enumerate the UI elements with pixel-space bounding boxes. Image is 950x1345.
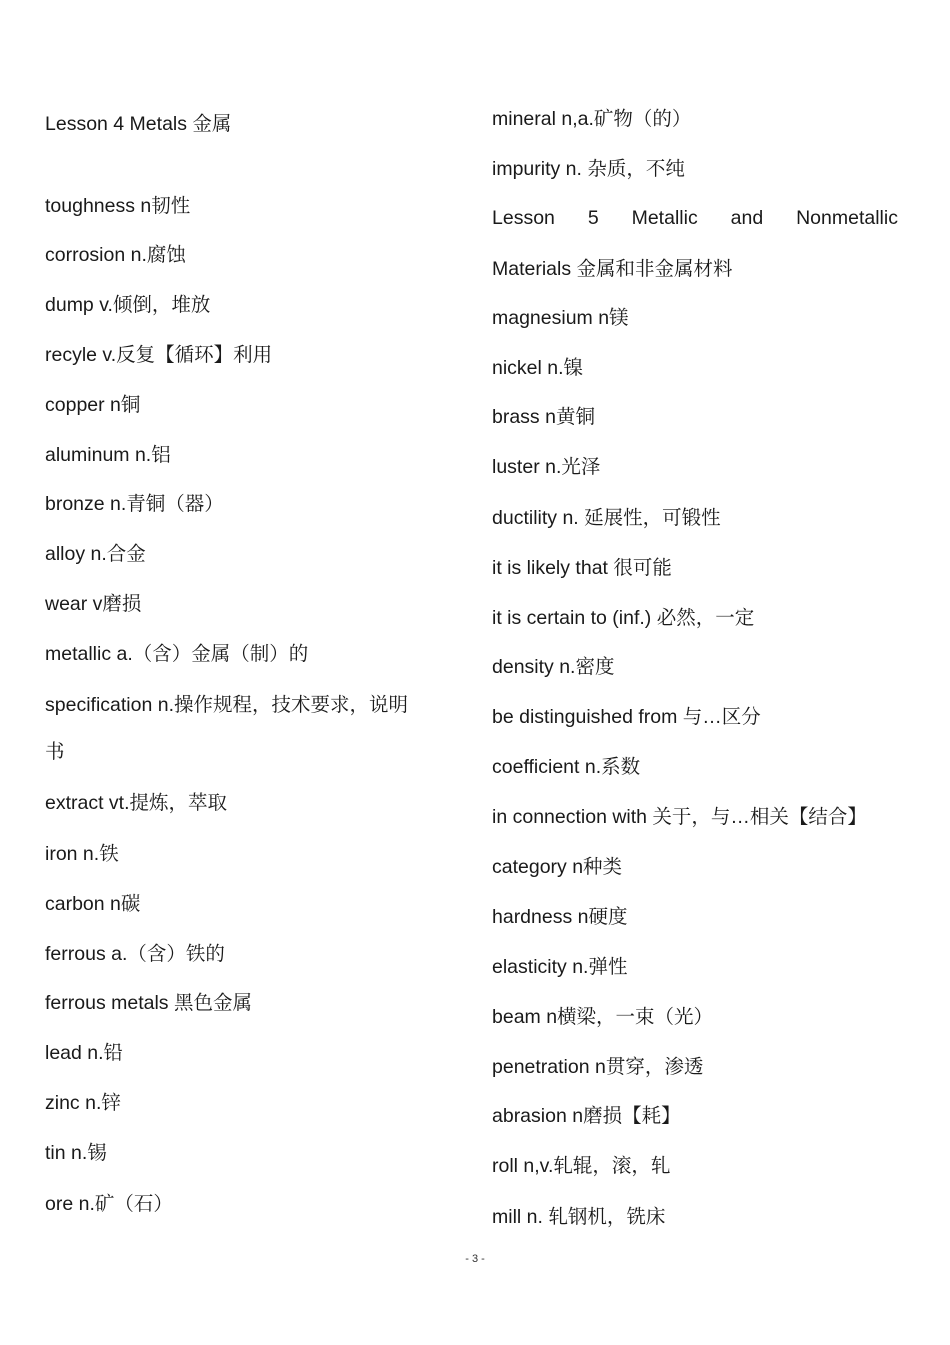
vocab-entry: density n.密度 — [492, 656, 615, 678]
vocab-entry: roll n,v.轧辊，滚，轧 — [492, 1155, 671, 1177]
vocab-entry: abrasion n磨损【耗】 — [492, 1105, 681, 1127]
vocab-entry: specification n.操作规程，技术要求，说明 — [45, 694, 408, 716]
vocab-entry: lead n.铅 — [45, 1042, 124, 1064]
vocab-entry: bronze n.青铜（器） — [45, 493, 224, 515]
page-number: - 3 - — [465, 1253, 485, 1265]
lesson5-title-word: Lesson — [492, 207, 555, 229]
vocab-entry: impurity n. 杂质，不纯 — [492, 158, 685, 180]
vocab-entry-continuation: 书 — [45, 741, 65, 763]
vocab-entry: brass n黄铜 — [492, 406, 595, 428]
vocab-entry: tin n.锡 — [45, 1142, 107, 1164]
vocab-entry: ore n.矿（石） — [45, 1193, 173, 1215]
lesson5-title-word: Metallic — [631, 207, 698, 229]
vocab-entry: copper n铜 — [45, 394, 141, 416]
vocab-entry: category n种类 — [492, 856, 623, 878]
vocab-entry: carbon n碳 — [45, 893, 141, 915]
vocab-entry: it is certain to (inf.) 必然，一定 — [492, 607, 755, 629]
vocab-entry: toughness n韧性 — [45, 195, 191, 217]
vocab-entry: luster n.光泽 — [492, 456, 601, 478]
vocab-entry: recyle v.反复【循环】利用 — [45, 344, 273, 366]
lesson5-title-word: 5 — [587, 207, 599, 229]
lesson5-title-word: Nonmetallic — [796, 207, 898, 229]
vocab-entry: nickel n.镍 — [492, 357, 584, 379]
vocab-entry: hardness n硬度 — [492, 906, 628, 928]
vocab-entry: corrosion n.腐蚀 — [45, 244, 186, 266]
lesson5-title-line2: Materials 金属和非金属材料 — [492, 258, 733, 280]
vocab-entry: elasticity n.弹性 — [492, 956, 628, 978]
lesson4-title: Lesson 4 Metals 金属 — [45, 113, 232, 135]
vocab-entry: mill n. 轧钢机，铣床 — [492, 1206, 666, 1228]
vocab-entry: penetration n贯穿，渗透 — [492, 1056, 704, 1078]
vocab-entry: ferrous metals 黑色金属 — [45, 992, 252, 1014]
vocab-entry: ductility n. 延展性，可锻性 — [492, 507, 721, 529]
vocab-entry: ferrous a.（含）铁的 — [45, 943, 225, 965]
vocab-entry: aluminum n.铝 — [45, 444, 171, 466]
vocab-entry: magnesium n镁 — [492, 307, 629, 329]
vocab-entry: metallic a.（含）金属（制）的 — [45, 643, 309, 665]
vocab-entry: be distinguished from 与…区分 — [492, 706, 761, 728]
vocab-entry: extract vt.提炼，萃取 — [45, 792, 228, 814]
vocab-entry: wear v磨损 — [45, 593, 142, 615]
vocab-entry: alloy n.合金 — [45, 543, 146, 565]
vocab-entry: it is likely that 很可能 — [492, 557, 672, 579]
vocab-entry: beam n横梁，一束（光） — [492, 1006, 714, 1028]
vocab-entry: zinc n.锌 — [45, 1092, 121, 1114]
vocab-entry: iron n.铁 — [45, 843, 119, 865]
lesson5-title-word: and — [730, 207, 764, 229]
vocab-entry: coefficient n.系数 — [492, 756, 641, 778]
lesson5-title — [492, 206, 898, 230]
vocab-entry: in connection with 关于，与…相关【结合】 — [492, 806, 867, 828]
vocab-entry: mineral n,a.矿物（的） — [492, 108, 692, 130]
vocab-entry: dump v.倾倒，堆放 — [45, 294, 211, 316]
